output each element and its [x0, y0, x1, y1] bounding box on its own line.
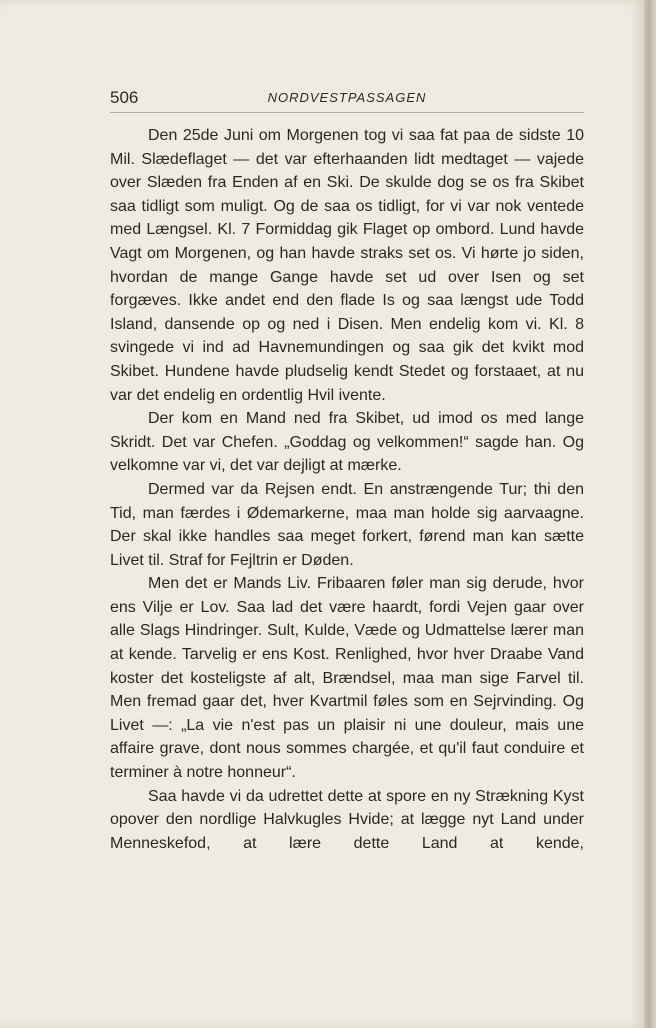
paragraph-4: Men det er Mands Liv. Fribaaren føler man sig derude, hvor ens Vilje er Lov. Saa lad det være haardt, fordi Vejen gaar over alle Slags Hindringer. Sult, Kulde, Væde og Udmattelse lærer man at kende. Tarvelig er ens Kost. Renlighed, hvor hver Draabe Vand koster det kosteligste af alt, Brændsel, maa man sige Farvel til. Men fremad gaar det, hver Kvartmil føles som en Sejrvinding. Og Livet —: „La vie n'est pas un plaisir ni une douleur, mais une affaire grave, dont nous sommes chargée, et qu'il faut conduire et terminer à notre honneur“. [110, 575, 584, 782]
paragraph-2: Der kom en Mand ned fra Skibet, ud imod os med lange Skridt. Det var Chefen. „Goddag og velkommen!“ sagde han. Og velkomne var vi, det var dejligt at mærke. [110, 410, 584, 475]
body-text [110, 124, 584, 855]
paragraph-1: Den 25de Juni om Morgenen tog vi saa fat paa de sidste 10 Mil. Slædeflaget — det var efterhaanden lidt medtaget — vajede over Slæden fra Enden af en Ski. De skulde dog se os fra Skibet saa tidligt som muligt. Og de saa os tidligt, for vi var nok ventede med Længsel. Kl. 7 Formiddag gik Flaget op ombord. Lund havde Vagt om Morgenen, og han havde straks set os. Vi hørte jo siden, hvordan de mange Gange havde set ud over Isen og set forgæves. Ikke andet end den flade Is og saa længst ude Todd Island, dansende op og ned i Disen. Men endelig kom vi. Kl. 8 svingede vi ind ad Havnemundingen og saa gik det kvikt mod Skibet. Hundene havde pludselig kendt Stedet og forstaaet, at nu var det endelig en ordentlig Hvil ivente. [110, 127, 584, 404]
page-header [110, 88, 584, 113]
running-title: NORDVESTPASSAGEN [267, 90, 427, 105]
page-number: 506 [110, 88, 139, 107]
paragraph-5: Saa havde vi da udrettet dette at spore en ny Strækning Kyst opover den nordlige Halvkugles Hvide; at lægge nyt Land under Menneskefod, at lære dette Land at kende, [110, 787, 584, 852]
paragraph-3: Dermed var da Rejsen endt. En anstrængende Tur; thi den Tid, man færdes i Ødemarkerne, maa man holde sig aarvaagne. Der skal ikke handles saa meget forkert, førend man kan sætte Livet til. Straf for Fejltrin er Døden. [110, 480, 584, 569]
page-edge [644, 0, 656, 1028]
